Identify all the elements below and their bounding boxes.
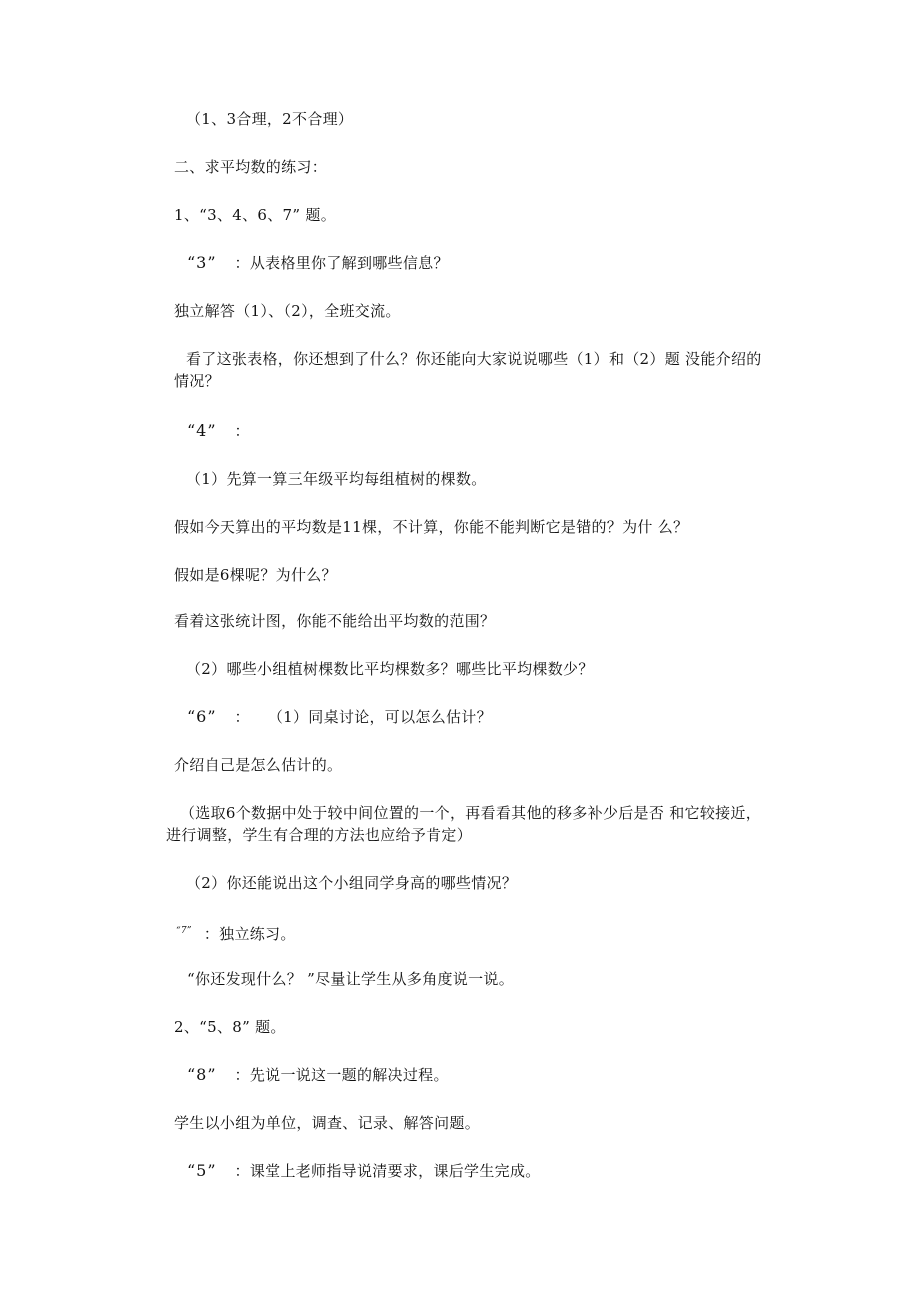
text: 介绍自己是怎么估计的。 [174,756,343,774]
text: 2、“5、8” 题。 [174,1018,286,1036]
exercise-item [187,706,492,728]
text: 1、“3、4、6、7” 题。 [174,206,337,224]
text: （1、3合理，2不合理） [186,110,354,128]
paragraph-line [174,610,495,632]
paragraph-line [174,1112,480,1134]
text: （2）你还能说出这个小组同学身高的哪些情况？ [186,874,518,892]
exercise-label: “7” [176,926,192,936]
exercise-label: “3” [187,253,217,272]
exercise-item [187,1064,449,1086]
paragraph-line [174,516,688,538]
text: 假如是6棵呢？为什么？ [174,566,337,584]
text: 二、求平均数的练习： [174,158,328,176]
paragraph-line [174,564,337,586]
exercise-item [187,1160,541,1182]
text: （选取6个数据中处于较中间位置的一个，再看看其他的移多补少后是否 和它较接近， [180,804,762,822]
paragraph-line [166,824,472,846]
text: 情况？ [174,372,220,390]
paragraph-line [174,300,401,322]
paragraph-line [186,658,594,680]
text: ：从表格里你了解到哪些信息？ [234,254,449,272]
paragraph-line [186,108,353,130]
paragraph-line [187,968,514,990]
text: ： [234,422,250,440]
text: ：独立练习。 [203,925,296,943]
exercise-label: “5” [187,1161,217,1180]
text: 看着这张统计图，你能不能给出平均数的范围？ [174,612,496,630]
text: 假如今天算出的平均数是11棵，不计算，你能不能判断它是错的？为什 么？ [174,518,689,536]
text: 独立解答（1）、（2），全班交流。 [174,302,401,320]
exercise-item [187,252,449,274]
text: “你还发现什么？ ”尽量让学生从多角度说一说。 [187,970,515,988]
paragraph-line [186,348,762,370]
exercise-label: “4” [187,421,217,440]
paragraph-line [186,872,517,894]
exercise-item [176,920,296,945]
text: 看了这张表格，你还想到了什么？你还能向大家说说哪些（1）和（2）题 没能介绍的 [186,350,762,368]
paragraph-line [180,802,761,824]
paragraph-line [186,468,487,490]
paragraph-line [174,754,342,776]
text: （1）先算一算三年级平均每组植树的棵数。 [186,470,487,488]
exercise-label: “6” [187,707,217,726]
text: 进行调整，学生有合理的方法也应给予肯定） [166,826,473,844]
text: （1）同桌讨论，可以怎么估计？ [267,708,492,726]
colon: ： [234,708,250,726]
subsection-heading [174,204,336,226]
subsection-heading [174,1016,286,1038]
text: （2）哪些小组植树棵数比平均棵数多？哪些比平均棵数少？ [186,660,594,678]
exercise-item [187,420,250,442]
text: 学生以小组为单位，调查、记录、解答问题。 [174,1114,481,1132]
exercise-label: “8” [187,1065,217,1084]
text: ：课堂上老师指导说清要求，课后学生完成。 [234,1162,541,1180]
section-heading [174,156,327,178]
paragraph-line [174,370,220,392]
text: ：先说一说这一题的解决过程。 [234,1066,449,1084]
